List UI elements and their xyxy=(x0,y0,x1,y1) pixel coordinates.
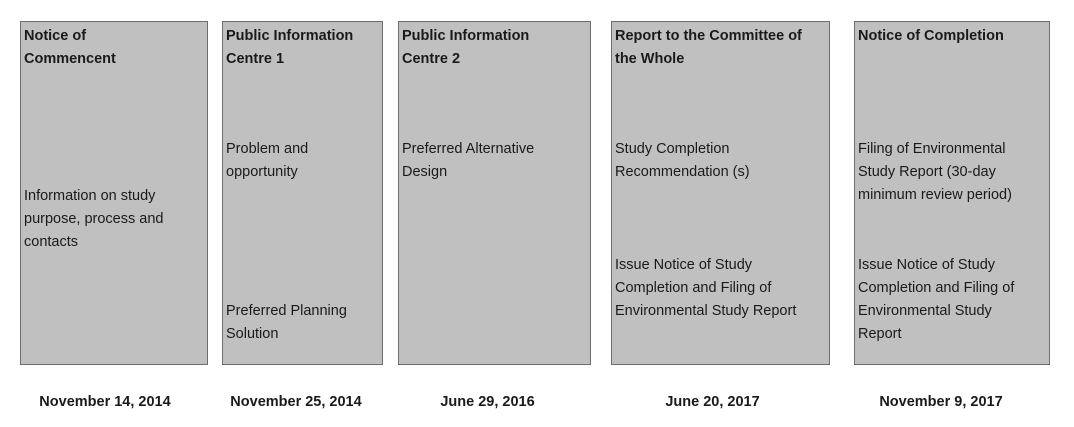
stage-item: Issue Notice of Study Completion and Filing of Environmental Study Report xyxy=(858,257,1015,342)
stage-box-pic1 xyxy=(222,21,383,365)
stage-date: June 20, 2017 xyxy=(665,394,760,410)
stage-title: Public Information Centre 1 xyxy=(226,28,354,67)
stage-date: November 25, 2014 xyxy=(230,394,362,410)
stage-title: Report to the Committee of the Whole xyxy=(615,28,802,67)
stage-item: Issue Notice of Study Completion and Filing of Environmental Study Report xyxy=(615,257,797,319)
stage-date: November 14, 2014 xyxy=(39,394,171,410)
stage-title: Public Information Centre 2 xyxy=(402,28,530,67)
stage-date: November 9, 2017 xyxy=(879,394,1003,410)
stage-title: Notice of Commencent xyxy=(24,28,116,67)
stage-item: Preferred Alternative Design xyxy=(402,141,535,180)
stage-item: Filing of Environmental Study Report (30-day minimum review period) xyxy=(858,141,1012,203)
stage-box-commencement xyxy=(20,21,208,365)
stage-box-pic2 xyxy=(398,21,591,365)
stage-item: Preferred Planning Solution xyxy=(226,303,347,342)
stage-item: Study Completion Recommendation (s) xyxy=(615,141,750,180)
stage-title: Notice of Completion xyxy=(858,28,1004,44)
stage-item: Problem and opportunity xyxy=(226,141,309,180)
stage-date: June 29, 2016 xyxy=(440,394,535,410)
stage-box-committee xyxy=(611,21,830,365)
stage-box-completion xyxy=(854,21,1050,365)
stage-item: Information on study purpose, process and contacts xyxy=(24,188,164,250)
